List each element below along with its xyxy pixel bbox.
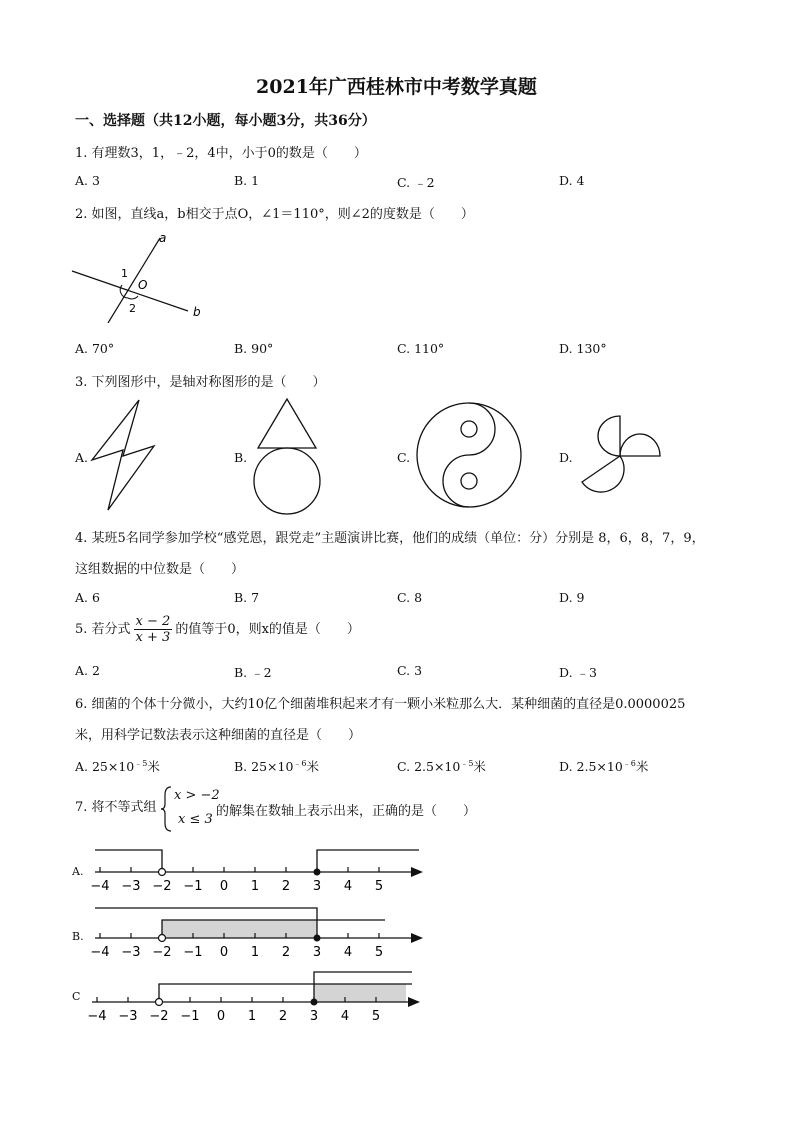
axis-tick-label: 4 — [340, 1009, 350, 1024]
axis-tick-label: −2 — [152, 945, 172, 960]
q6-b-exp: ﹣6 — [293, 758, 307, 768]
label-angle-2: 2 — [129, 302, 136, 315]
question-6-stem-line2: 米，用科学记数法表示这种细菌的直径是（ ） — [75, 728, 362, 743]
q7-inequality-1: x > −2 — [174, 788, 220, 803]
axis-labels — [90, 945, 383, 960]
q5-option-c[interactable]: C. 3 — [397, 663, 423, 678]
solid-dot-3 — [311, 999, 318, 1006]
q3-lightning-bolt-figure — [88, 398, 163, 516]
axis-tick-label: 0 — [216, 1009, 226, 1024]
q7-option-b-letter[interactable]: B. — [72, 930, 84, 943]
q4-option-b[interactable]: B. 7 — [234, 590, 260, 605]
q7-inequality-2: x ≤ 3 — [178, 812, 213, 827]
q6-c-unit: 米 — [473, 759, 486, 774]
axis-tick-label: −3 — [121, 945, 141, 960]
pinwheel-blade-right — [620, 434, 660, 456]
page-title: 2021年广西桂林市中考数学真题 — [256, 76, 537, 98]
q6-b-base: B. 25×10 — [234, 759, 294, 774]
axis-tick-label: −4 — [90, 879, 110, 894]
angle-2-arc — [128, 296, 138, 299]
q3-triangle-circle-figure — [250, 396, 330, 516]
pinwheel-blade-top — [598, 416, 620, 456]
question-3-stem: 3. 下列图形中，是轴对称图形的是（ ） — [75, 375, 326, 390]
axis-tick-label: −4 — [87, 1009, 107, 1024]
q6-b-unit: 米 — [306, 759, 320, 774]
open-dot-minus-2 — [159, 935, 166, 942]
q6-d-base: D. 2.5×10 — [559, 759, 623, 774]
q5-suffix: 的值等于0，则x的值是（ ） — [175, 622, 360, 637]
q6-d-exp: ﹣6 — [622, 758, 636, 768]
q6-a-exp: ﹣5 — [134, 758, 148, 768]
lightning-bolt-shape — [92, 400, 154, 510]
axis-tick-label: −1 — [180, 1009, 200, 1024]
axis-tick-label: 5 — [374, 879, 384, 894]
q2-option-d[interactable]: D. 130° — [559, 341, 607, 356]
section-heading-choice: 一、选择题（共12小题，每小题3分，共36分） — [75, 113, 376, 129]
label-a: a — [159, 231, 167, 245]
label-o: O — [138, 278, 148, 292]
question-2-stem: 2. 如图，直线a，b相交于点O，∠1＝110°，则∠2的度数是（ ） — [75, 207, 474, 222]
q5-numerator: x − 2 — [135, 614, 171, 629]
label-b: b — [193, 305, 201, 319]
axis-labels — [87, 1009, 380, 1024]
q1-option-b[interactable]: B. 1 — [234, 173, 260, 188]
axis-tick-label: 1 — [250, 945, 260, 960]
q3-option-c[interactable]: C. — [397, 450, 411, 465]
q4-option-a[interactable]: A. 6 — [75, 590, 100, 605]
solid-dot-3 — [314, 935, 321, 942]
axis-tick-label: 2 — [281, 945, 291, 960]
q1-option-c[interactable]: C. ﹣2 — [397, 175, 435, 190]
question-5-stem — [75, 614, 360, 645]
q1-option-a[interactable]: A. 3 — [75, 173, 100, 188]
range-bracket-right — [317, 850, 419, 872]
axis-arrow — [408, 997, 420, 1007]
q2-intersecting-lines-figure — [68, 228, 218, 323]
axis-tick-label: −1 — [183, 945, 203, 960]
axis-tick-label: 3 — [312, 879, 322, 894]
q4-option-d[interactable]: D. 9 — [559, 590, 585, 605]
q7-option-c-letter[interactable]: C — [72, 990, 81, 1003]
axis-arrow — [411, 933, 423, 943]
axis-tick-label: −2 — [149, 1009, 169, 1024]
question-7-stem: 7. 将不等式组 — [75, 800, 157, 815]
shaded-region — [314, 984, 406, 1002]
axis-tick-label: −1 — [183, 879, 203, 894]
q5-option-a[interactable]: A. 2 — [75, 663, 100, 678]
axis-tick-label: 0 — [219, 879, 229, 894]
q7-number-line-a — [85, 840, 430, 900]
axis-tick-label: −2 — [152, 879, 172, 894]
shaded-region — [162, 920, 317, 938]
question-1-stem: 1. 有理数3，1，﹣2，4中，小于0的数是（ ） — [75, 146, 367, 161]
upper-dot — [461, 421, 477, 437]
triangle-shape — [258, 399, 316, 448]
axis-tick-label: −3 — [118, 1009, 138, 1024]
axis-tick-label: 5 — [371, 1009, 381, 1024]
question-6-stem-line1: 6. 细菌的个体十分微小，大约10亿个细菌堆积起来才有一颗小米粒那么大．某种细菌的直径是0.0000025 — [75, 697, 686, 712]
q6-option-c[interactable] — [397, 757, 486, 775]
q2-option-a[interactable]: A. 70° — [75, 341, 115, 356]
axis-tick-label: 4 — [343, 945, 353, 960]
q5-denominator: x + 3 — [135, 630, 171, 645]
open-dot-minus-2 — [156, 999, 163, 1006]
q3-option-a[interactable]: A. — [75, 450, 89, 465]
q7-system-brace — [159, 785, 175, 833]
axis-tick-label: 4 — [343, 879, 353, 894]
q5-option-d[interactable]: D. ﹣3 — [559, 665, 597, 680]
q2-option-b[interactable]: B. 90° — [234, 341, 274, 356]
axis-tick-label: 5 — [374, 945, 384, 960]
axis-tick-label: −4 — [90, 945, 110, 960]
q5-fraction — [134, 614, 173, 645]
axis-tick-label: 2 — [278, 1009, 288, 1024]
lower-dot — [461, 473, 477, 489]
q4-option-c[interactable]: C. 8 — [397, 590, 423, 605]
q2-option-c[interactable]: C. 110° — [397, 341, 445, 356]
open-dot-minus-2 — [159, 869, 166, 876]
q6-option-a[interactable] — [75, 757, 160, 775]
axis-tick-label: 3 — [312, 945, 322, 960]
brace-shape — [161, 787, 171, 831]
q3-yin-yang-figure — [414, 400, 526, 512]
axis-tick-label: 1 — [250, 879, 260, 894]
q6-d-unit: 米 — [635, 759, 649, 774]
q3-pinwheel-figure — [578, 412, 664, 494]
q6-c-exp: ﹣5 — [460, 758, 474, 768]
solid-dot-3 — [314, 869, 321, 876]
axis-tick-label: −3 — [121, 879, 141, 894]
q5-option-b[interactable]: B. ﹣2 — [234, 665, 272, 680]
q7-number-line-b — [85, 898, 430, 964]
axis-ticks — [100, 867, 379, 872]
q7-option-a-letter[interactable]: A. — [72, 865, 84, 878]
axis-tick-label: 0 — [219, 945, 229, 960]
axis-tick-label: 2 — [281, 879, 291, 894]
q7-suffix: 的解集在数轴上表示出来，正确的是（ ） — [216, 804, 477, 819]
pinwheel-blade-left — [582, 456, 624, 492]
q6-option-b[interactable] — [234, 757, 319, 775]
axis-arrow — [411, 867, 423, 877]
yin-yang-curve — [443, 403, 495, 507]
question-4-stem-line2: 这组数据的中位数是（ ） — [75, 562, 245, 577]
q6-a-unit: 米 — [147, 759, 160, 774]
circle-shape — [254, 448, 320, 514]
q1-option-d[interactable]: D. 4 — [559, 173, 585, 188]
question-4-stem-line1: 4. 某班5名同学参加学校“感党恩，跟党走”主题演讲比赛，他们的成绩（单位：分）分别是 8，6，8，7，9， — [75, 531, 705, 546]
q3-option-d[interactable]: D. — [559, 450, 573, 465]
q5-prefix: 5. 若分式 — [75, 622, 131, 637]
q6-a-base: A. 25×10 — [75, 759, 135, 774]
q6-c-base: C. 2.5×10 — [397, 759, 461, 774]
q3-option-b[interactable]: B. — [234, 450, 248, 465]
axis-labels — [90, 879, 383, 894]
axis-tick-label: 1 — [247, 1009, 257, 1024]
q7-number-line-c — [82, 962, 427, 1028]
q6-option-d[interactable] — [559, 757, 648, 775]
axis-tick-label: 3 — [309, 1009, 319, 1024]
range-bracket-left — [95, 850, 162, 872]
label-angle-1: 1 — [121, 267, 128, 280]
